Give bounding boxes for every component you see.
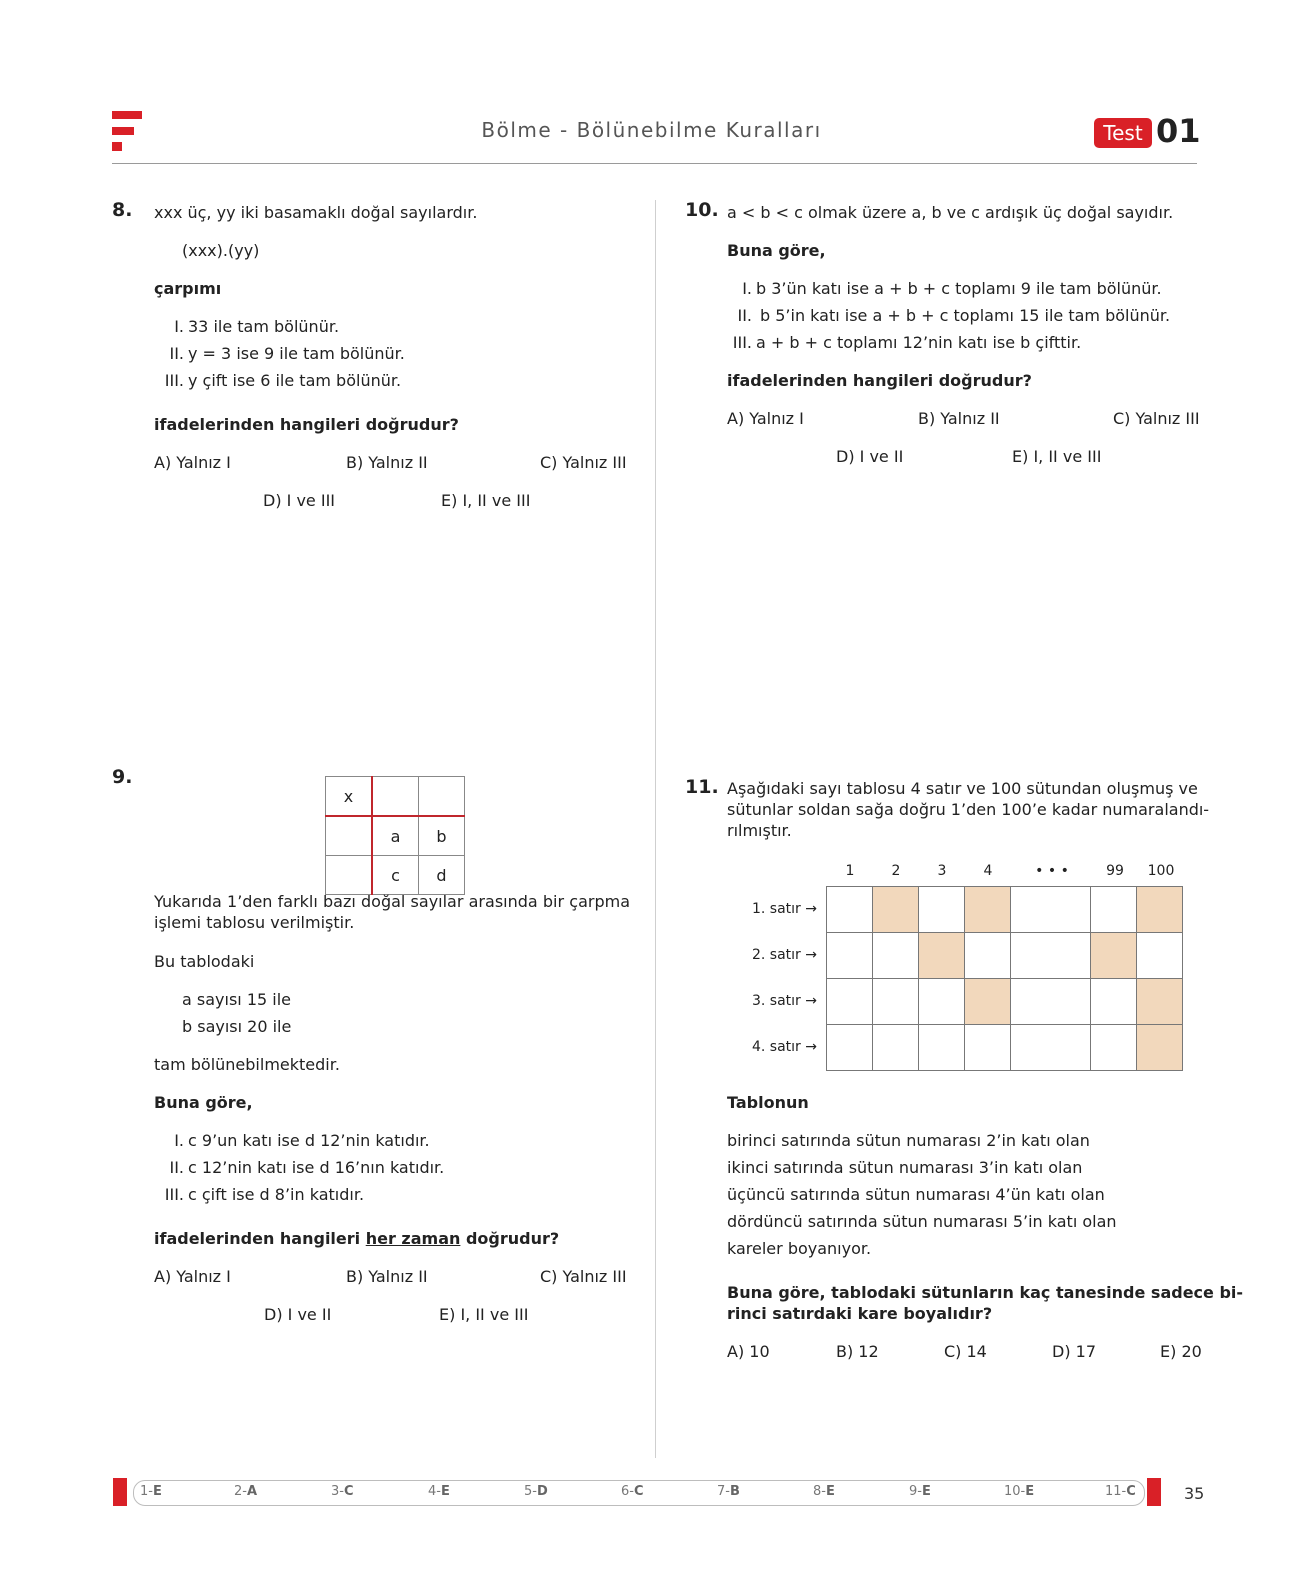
q8-item-num: II. [169,344,184,363]
q8-number: 8. [112,199,133,221]
answer-number: 4- [428,1484,441,1499]
q9-question-post: doğrudur? [460,1229,560,1248]
q9-question [154,1228,559,1249]
grid-cell-filled [965,979,1011,1025]
number-grid [826,886,1183,1071]
q11-stem-line: Aşağıdaki sayı tablosu 4 satır ve 100 sütundan oluşmuş ve [727,779,1198,798]
answer-key-item [621,1484,644,1499]
q10-number: 10. [685,199,719,221]
q8-item-text: y çift ise 6 ile tam bölünür. [188,371,402,390]
q8-option-c[interactable]: C) Yalnız III [540,453,627,472]
grid-col-header: 3 [937,863,947,879]
q11-stem-line: sütunlar soldan sağa doğru 1’den 100’e kadar numaralandı- [727,800,1210,819]
grid-cell [965,933,1011,979]
answer-key-item [428,1484,450,1499]
grid-cell [827,887,873,933]
q9-question-emphasis: her zaman [365,1229,461,1248]
q10-question: ifadelerinden hangileri doğrudur? [727,371,1032,390]
footer-bar-left [113,1478,127,1506]
grid-col-header: 100 [1147,863,1175,879]
answer-letter: C [633,1484,644,1499]
q9-condition-1: a sayısı 15 ile [182,990,291,1009]
q11-line: üçüncü satırında sütun numarası 4’ün katı olan [727,1185,1105,1204]
grid-cell [827,1025,873,1071]
q9-item-text: c 12’nin katı ise d 16’nın katıdır. [188,1158,445,1177]
answer-letter: E [1025,1484,1035,1499]
q9-item-num: II. [169,1158,184,1177]
grid-cell-filled [1137,887,1183,933]
answer-key-item [909,1484,931,1499]
table-cell-b: b [419,816,465,856]
answer-letter: C [343,1484,354,1499]
grid-cell-filled [919,933,965,979]
q8-item-num: I. [174,317,184,336]
answer-number: 2- [234,1484,247,1499]
grid-cell [1091,979,1137,1025]
page-number: 35 [1184,1484,1205,1503]
table-cell [372,777,419,817]
q9-item-text: c çift ise d 8’in katıdır. [188,1185,365,1204]
grid-col-header-ellipsis: • • • [1035,863,1069,879]
q9-option-c[interactable]: C) Yalnız III [540,1267,627,1286]
answer-letter: B [729,1484,740,1499]
grid-cell [873,933,919,979]
q9-item-num: I. [174,1131,184,1150]
q8-item-text: y = 3 ise 9 ile tam bölünür. [188,344,405,363]
answer-key-item [524,1484,548,1499]
q9-item-text: c 9’un katı ise d 12’nin katıdır. [188,1131,430,1150]
q11-option-c[interactable]: C) 14 [944,1342,987,1361]
q10-option-b[interactable]: B) Yalnız II [918,409,1000,428]
footer-bar-right [1147,1478,1161,1506]
q10-item-text: a + b + c toplamı 12’nin katı ise b çifttir. [756,333,1082,352]
grid-col-header: 1 [845,863,855,879]
q8-question: ifadelerinden hangileri doğrudur? [154,415,459,434]
page-title: Bölme - Bölünebilme Kuralları [481,118,822,142]
column-divider [655,200,656,1458]
grid-cell [919,887,965,933]
table-cell [326,856,373,895]
q9-option-e[interactable]: E) I, II ve III [439,1305,529,1324]
test-badge: Test [1094,118,1152,148]
q11-line: ikinci satırında sütun numarası 3’in katı olan [727,1158,1083,1177]
q11-option-e[interactable]: E) 20 [1160,1342,1202,1361]
answer-letter: E [440,1484,450,1499]
q9-description: Yukarıda 1’den farklı bazı doğal sayılar arasında bir çarpma işlemi tablosu verilmiştir. [154,892,630,932]
answer-key-item [717,1484,740,1499]
answer-letter: E [921,1484,931,1499]
grid-col-header: 4 [983,863,993,879]
answer-letter: C [1126,1484,1136,1499]
q9-number: 9. [112,766,133,788]
grid-row-label: 4. satır → [752,1039,817,1055]
answer-letter: E [825,1484,835,1499]
header-divider [112,163,1197,164]
q11-option-a[interactable]: A) 10 [727,1342,770,1361]
answer-key-item [331,1484,354,1499]
q9-item-num: III. [164,1185,184,1204]
q10-item-num: III. [732,333,752,352]
table-cell-d: d [419,856,465,895]
answer-letter: A [246,1484,258,1499]
grid-cell [1011,1025,1091,1071]
grid-cell-filled [965,887,1011,933]
answer-key-item [234,1484,257,1499]
table-cell [326,816,373,856]
q11-stem-line: rılmıştır. [727,821,792,840]
q10-item-num: I. [742,279,752,298]
answer-number: 10- [1004,1484,1026,1499]
q11-tablonun: Tablonun [727,1093,809,1112]
grid-cell [1091,1025,1137,1071]
q9-condition-end: tam bölünebilmektedir. [154,1055,340,1074]
answer-key-item [813,1484,835,1499]
answer-number: 7- [717,1484,730,1499]
q8-option-d[interactable]: D) I ve III [263,491,336,510]
grid-cell-filled [1137,979,1183,1025]
grid-cell-filled [873,887,919,933]
answer-number: 6- [621,1484,634,1499]
grid-cell [827,933,873,979]
q10-stem: a < b < c olmak üzere a, b ve c ardışık üç doğal sayıdır. [727,203,1174,222]
q10-buna-gore: Buna göre, [727,241,826,260]
q8-option-b[interactable]: B) Yalnız II [346,453,428,472]
answer-number: 1- [140,1484,153,1499]
table-cell [419,777,465,817]
q11-option-d[interactable]: D) 17 [1052,1342,1097,1361]
q8-item-num: III. [164,371,184,390]
q8-item-text: 33 ile tam bölünür. [188,317,340,336]
q8-stem: xxx üç, yy iki basamaklı doğal sayılardır. [154,203,478,222]
q8-option-a[interactable]: A) Yalnız I [154,453,231,472]
q10-option-a[interactable]: A) Yalnız I [727,409,804,428]
q11-line: dördüncü satırında sütun numarası 5’in katı olan [727,1212,1117,1231]
answer-letter: E [152,1484,162,1499]
q11-option-b[interactable]: B) 12 [836,1342,879,1361]
q9-question-pre: ifadelerinden hangileri [154,1229,366,1248]
answer-number: 11- [1105,1484,1127,1499]
grid-cell [1011,933,1091,979]
answer-letter: D [536,1484,548,1499]
answer-number: 5- [524,1484,537,1499]
q9-option-b[interactable]: B) Yalnız II [346,1267,428,1286]
answer-number: 9- [909,1484,922,1499]
grid-cell [919,1025,965,1071]
grid-cell [873,979,919,1025]
answer-number: 3- [331,1484,344,1499]
grid-cell [1011,979,1091,1025]
grid-col-header: 2 [891,863,901,879]
q11-question-line: Buna göre, tablodaki sütunların kaç tanesinde sadece bi- [727,1283,1244,1302]
grid-cell [1091,887,1137,933]
q9-option-a[interactable]: A) Yalnız I [154,1267,231,1286]
q10-item-text: b 3’ün katı ise a + b + c toplamı 9 ile tam bölünür. [756,279,1162,298]
q9-option-d[interactable]: D) I ve II [264,1305,332,1324]
q9-buna-gore: Buna göre, [154,1093,253,1112]
answer-key-item [1004,1484,1034,1499]
q10-item-num: II. [737,306,752,325]
q10-option-e[interactable]: E) I, II ve III [1012,447,1102,466]
q8-expression: (xxx).(yy) [182,241,260,260]
grid-row-label: 2. satır → [752,947,817,963]
answer-number: 8- [813,1484,826,1499]
table-cell-c: c [372,856,419,895]
grid-row-label: 1. satır → [752,901,817,917]
q10-item-text: b 5’in katı ise a + b + c toplamı 15 ile tam bölünür. [760,306,1171,325]
q11-number: 11. [685,776,719,798]
q11-line: birinci satırında sütun numarası 2’in katı olan [727,1131,1090,1150]
grid-cell [1137,933,1183,979]
table-cell-a: a [372,816,419,856]
grid-cell-filled [1091,933,1137,979]
grid-cell-filled [1137,1025,1183,1071]
table-cell-corner: x [326,777,373,817]
test-number: 01 [1156,112,1201,150]
grid-cell [873,1025,919,1071]
q8-option-e[interactable]: E) I, II ve III [441,491,531,510]
q11-question-line: rinci satırdaki kare boyalıdır? [727,1304,993,1323]
grid-cell [827,979,873,1025]
grid-cell [1011,887,1091,933]
q9-lead: Bu tablodaki [154,952,255,971]
answer-key-item [140,1484,162,1499]
grid-row-label: 3. satır → [752,993,817,1009]
grid-cell [965,1025,1011,1071]
grid-col-header: 99 [1106,863,1124,879]
grid-cell [919,979,965,1025]
q10-option-d[interactable]: D) I ve II [836,447,904,466]
q8-lead: çarpımı [154,279,222,298]
multiplication-table [325,776,465,895]
q11-line: kareler boyanıyor. [727,1239,872,1258]
answer-key-item [1105,1484,1136,1499]
q10-option-c[interactable]: C) Yalnız III [1113,409,1200,428]
q9-condition-2: b sayısı 20 ile [182,1017,292,1036]
